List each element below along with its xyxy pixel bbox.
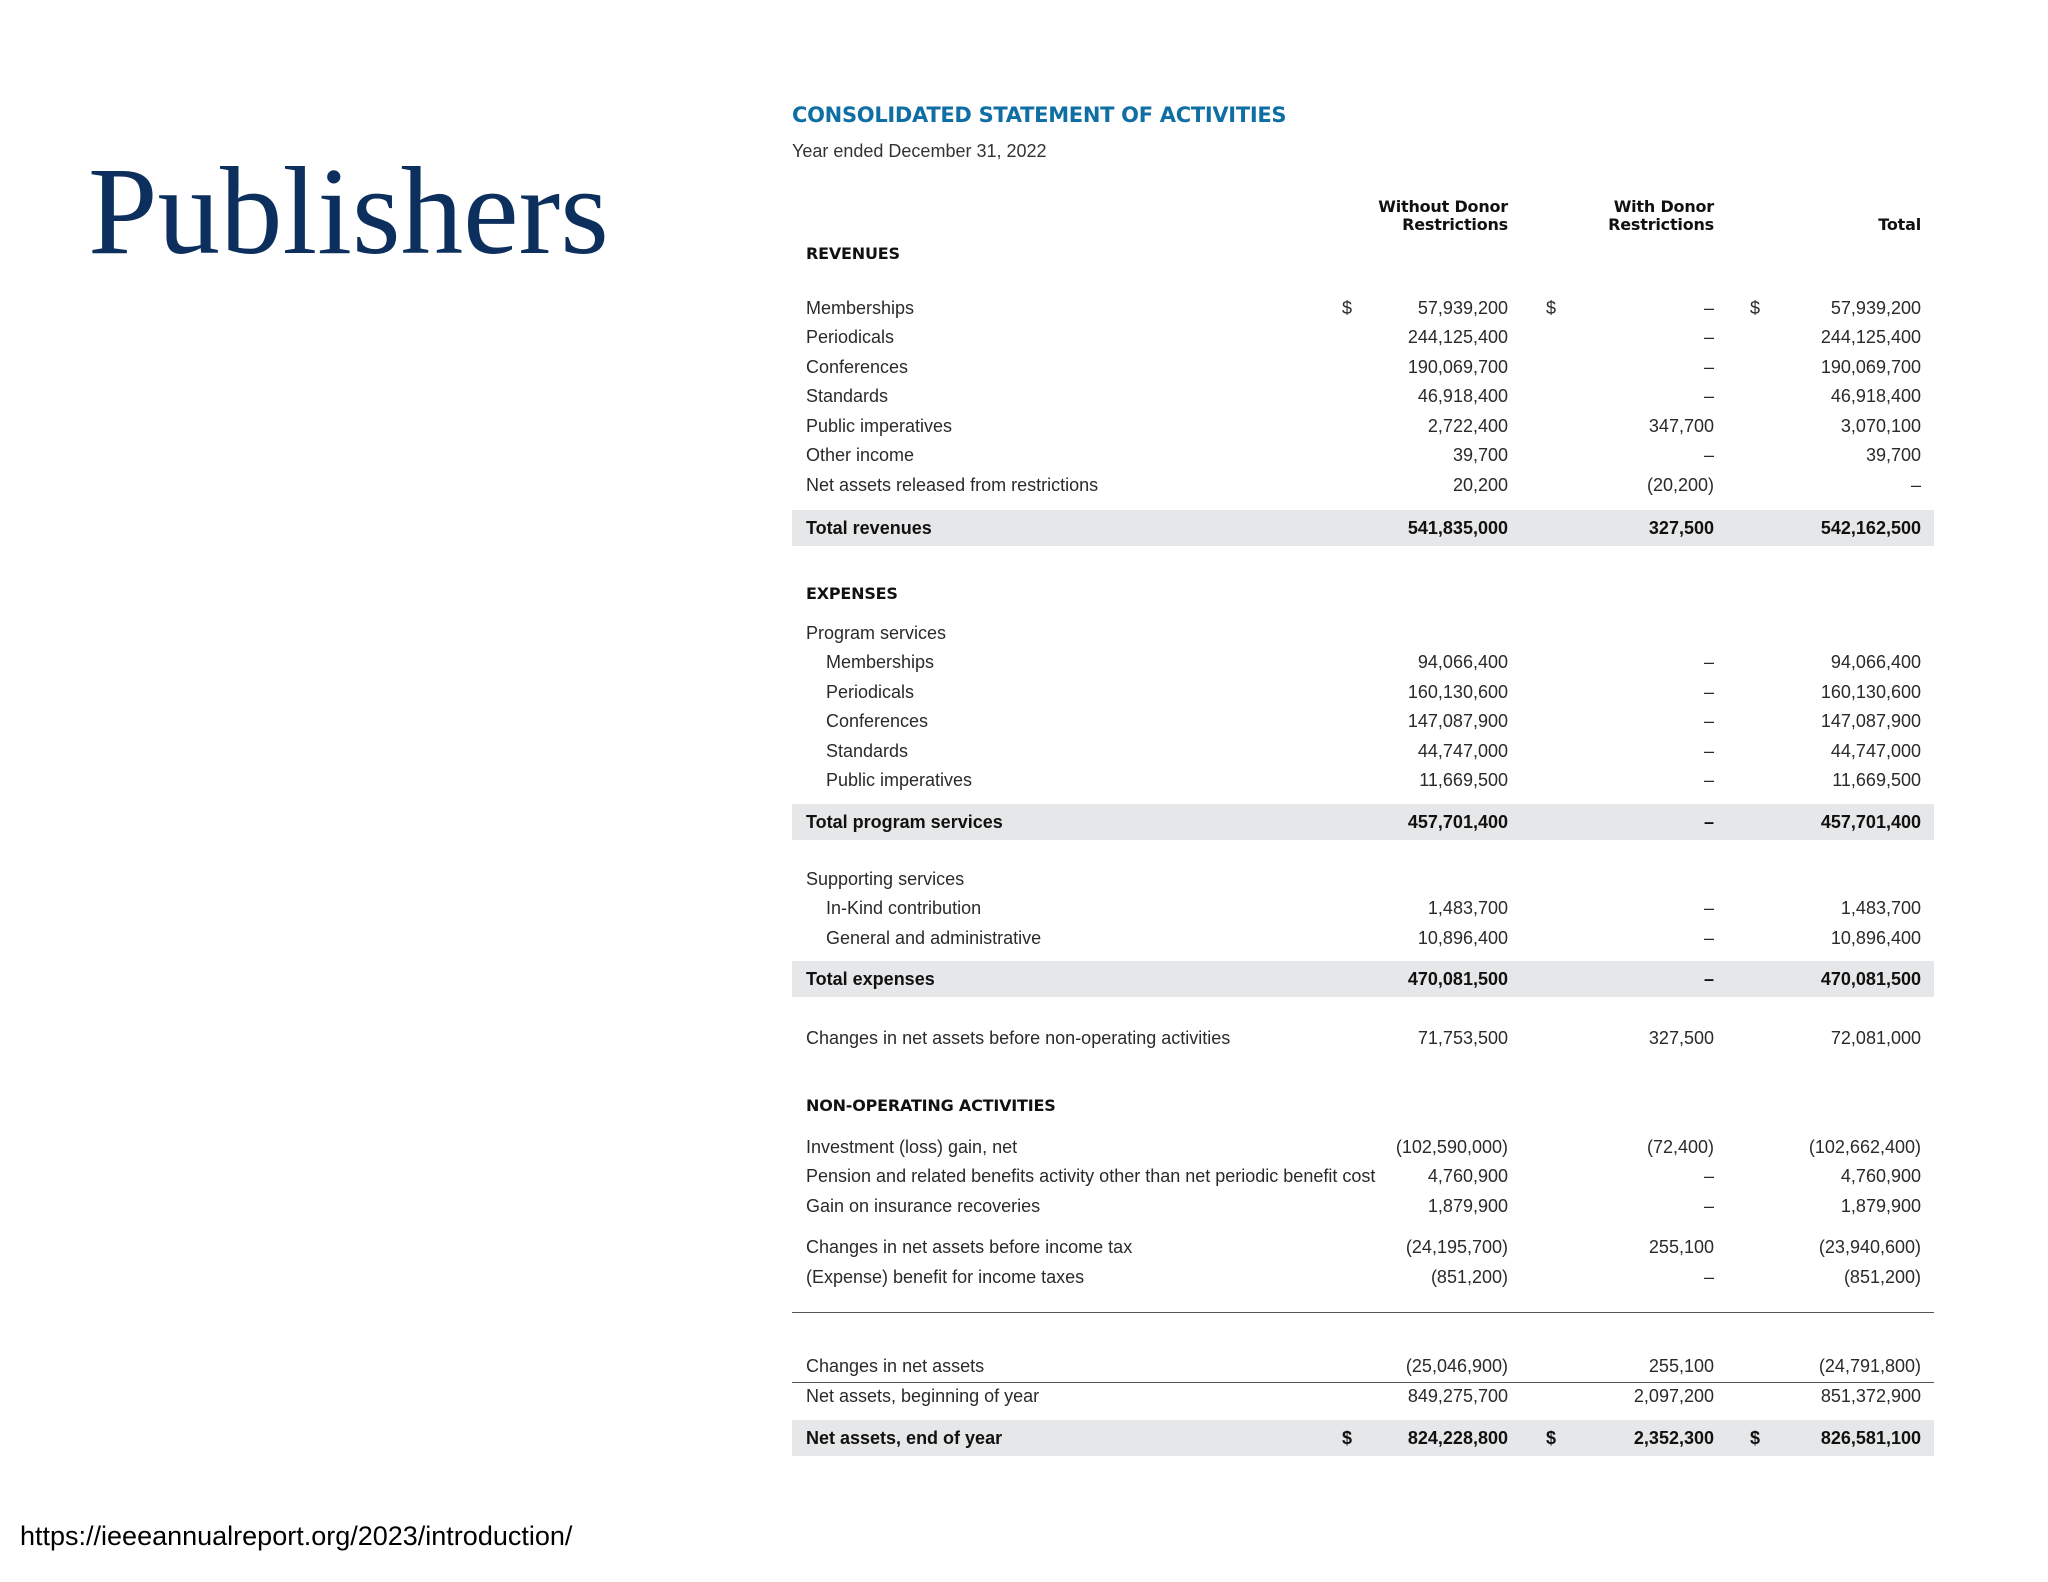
statement-subtitle: Year ended December 31, 2022 xyxy=(792,141,1047,161)
column-header-without-donor xyxy=(1378,198,1508,234)
table-row xyxy=(792,1132,1934,1162)
currency-symbol: $ xyxy=(1342,298,1353,318)
value-total: 57,939,200 xyxy=(1830,298,1921,318)
value-with-donor: – xyxy=(1703,969,1714,989)
row-label: Total expenses xyxy=(806,969,935,989)
value-total: 11,669,500 xyxy=(1832,770,1921,790)
total-row xyxy=(792,804,1934,840)
column-header-line: Restrictions xyxy=(1608,215,1714,234)
section-heading xyxy=(792,239,1934,269)
row-label: Public imperatives xyxy=(806,416,953,436)
value-total: 4,760,900 xyxy=(1840,1166,1921,1186)
table-row xyxy=(792,352,1934,382)
row-label: Pension and related benefits activity other than net periodic benefit cost xyxy=(806,1166,1376,1186)
value-total: 1,483,700 xyxy=(1840,898,1921,918)
table-row xyxy=(792,381,1934,411)
value-without-donor: 94,066,400 xyxy=(1417,652,1508,672)
row-label: Changes in net assets xyxy=(806,1356,985,1376)
table-row xyxy=(792,1232,1934,1262)
table-row xyxy=(792,293,1934,323)
row-label: NON-OPERATING ACTIVITIES xyxy=(806,1096,1056,1115)
row-label: Total program services xyxy=(806,812,1003,832)
table-row xyxy=(792,677,1934,707)
row-label: Memberships xyxy=(826,652,935,672)
row-label: REVENUES xyxy=(806,244,900,263)
value-total: 457,701,400 xyxy=(1820,812,1921,832)
value-without-donor: 10,896,400 xyxy=(1417,928,1508,948)
table-row xyxy=(792,864,1934,894)
currency-symbol: $ xyxy=(1546,1428,1557,1448)
value-without-donor: 4,760,900 xyxy=(1427,1166,1508,1186)
row-label: Gain on insurance recoveries xyxy=(806,1196,1041,1216)
section-heading xyxy=(792,1091,1934,1121)
table-row xyxy=(792,893,1934,923)
row-label: Memberships xyxy=(806,298,915,318)
value-without-donor: 11,669,500 xyxy=(1419,770,1508,790)
value-total: 470,081,500 xyxy=(1820,969,1921,989)
value-without-donor: (24,195,700) xyxy=(1405,1237,1508,1257)
value-with-donor: – xyxy=(1703,386,1714,406)
value-with-donor: – xyxy=(1703,898,1714,918)
value-total: (851,200) xyxy=(1843,1267,1921,1287)
table-row xyxy=(792,411,1934,441)
table-row xyxy=(792,1381,1934,1411)
column-header-total xyxy=(1878,216,1921,234)
row-label: Standards xyxy=(826,741,909,761)
value-without-donor: 147,087,900 xyxy=(1407,711,1508,731)
table-row xyxy=(792,736,1934,766)
currency-symbol: $ xyxy=(1342,1428,1353,1448)
statement-title: CONSOLIDATED STATEMENT OF ACTIVITIES xyxy=(792,103,1287,127)
value-without-donor: 1,879,900 xyxy=(1427,1196,1508,1216)
row-label: General and administrative xyxy=(826,928,1042,948)
row-label: Changes in net assets before income tax xyxy=(806,1237,1133,1257)
value-without-donor: (25,046,900) xyxy=(1405,1356,1508,1376)
value-with-donor: – xyxy=(1703,357,1714,377)
value-with-donor: – xyxy=(1703,741,1714,761)
table-row xyxy=(792,1161,1934,1191)
value-without-donor: 824,228,800 xyxy=(1407,1428,1508,1448)
table-row xyxy=(792,1351,1934,1381)
value-with-donor: – xyxy=(1703,298,1714,318)
row-label: Supporting services xyxy=(806,869,965,889)
divider-line xyxy=(792,1382,1934,1383)
value-with-donor: – xyxy=(1703,445,1714,465)
row-label: Changes in net assets before non-operating activities xyxy=(806,1028,1231,1048)
value-with-donor: 327,500 xyxy=(1648,1028,1714,1048)
value-total: 72,081,000 xyxy=(1830,1028,1921,1048)
table-row xyxy=(792,1191,1934,1221)
row-label: Public imperatives xyxy=(826,770,973,790)
value-total: 851,372,900 xyxy=(1820,1386,1921,1406)
value-total: 39,700 xyxy=(1865,445,1921,465)
table-row xyxy=(792,440,1934,470)
value-total: 46,918,400 xyxy=(1830,386,1921,406)
value-with-donor: 347,700 xyxy=(1648,416,1714,436)
column-header-line: Total xyxy=(1878,215,1921,234)
value-total: (102,662,400) xyxy=(1808,1137,1921,1157)
currency-symbol: $ xyxy=(1750,298,1761,318)
section-heading xyxy=(792,579,1934,609)
value-with-donor: – xyxy=(1703,652,1714,672)
value-without-donor: (102,590,000) xyxy=(1395,1137,1508,1157)
value-without-donor: 244,125,400 xyxy=(1407,327,1508,347)
value-total: 3,070,100 xyxy=(1840,416,1921,436)
value-total: 244,125,400 xyxy=(1820,327,1921,347)
value-total: 826,581,100 xyxy=(1820,1428,1921,1448)
table-row xyxy=(792,923,1934,953)
value-with-donor: – xyxy=(1703,770,1714,790)
value-with-donor: – xyxy=(1703,1267,1714,1287)
column-header-line: Restrictions xyxy=(1402,215,1508,234)
value-total: (24,791,800) xyxy=(1818,1356,1921,1376)
value-total: – xyxy=(1910,475,1921,495)
row-label: In-Kind contribution xyxy=(826,898,982,918)
value-without-donor: 46,918,400 xyxy=(1417,386,1508,406)
row-label: Standards xyxy=(806,386,889,406)
table-row xyxy=(792,706,1934,736)
row-label: Conferences xyxy=(806,357,909,377)
value-with-donor: – xyxy=(1703,1196,1714,1216)
slide-title: Publishers xyxy=(88,143,609,281)
value-without-donor: 20,200 xyxy=(1452,475,1508,495)
value-total: 10,896,400 xyxy=(1830,928,1921,948)
row-label: EXPENSES xyxy=(806,584,898,603)
value-with-donor: – xyxy=(1703,928,1714,948)
table-row xyxy=(792,647,1934,677)
value-total: 190,069,700 xyxy=(1820,357,1921,377)
column-header-line: With Donor xyxy=(1613,197,1714,216)
value-total: 160,130,600 xyxy=(1820,682,1921,702)
value-without-donor: 2,722,400 xyxy=(1427,416,1508,436)
value-without-donor: 71,753,500 xyxy=(1417,1028,1508,1048)
total-row xyxy=(792,961,1934,997)
total-row xyxy=(792,1420,1934,1456)
value-without-donor: 470,081,500 xyxy=(1407,969,1508,989)
value-with-donor: (72,400) xyxy=(1646,1137,1714,1157)
value-without-donor: 39,700 xyxy=(1452,445,1508,465)
value-without-donor: 1,483,700 xyxy=(1427,898,1508,918)
row-label: Program services xyxy=(806,623,947,643)
row-label: Total revenues xyxy=(806,518,932,538)
value-without-donor: (851,200) xyxy=(1430,1267,1508,1287)
value-total: 44,747,000 xyxy=(1830,741,1921,761)
row-label: Net assets, beginning of year xyxy=(806,1386,1040,1406)
currency-symbol: $ xyxy=(1750,1428,1761,1448)
table-row xyxy=(792,470,1934,500)
value-with-donor: 2,352,300 xyxy=(1633,1428,1714,1448)
currency-symbol: $ xyxy=(1546,298,1557,318)
value-with-donor: 255,100 xyxy=(1648,1356,1714,1376)
table-row xyxy=(792,322,1934,352)
source-url: https://ieeeannualreport.org/2023/introduction/ xyxy=(20,1521,573,1551)
value-with-donor: (20,200) xyxy=(1646,475,1714,495)
value-with-donor: 255,100 xyxy=(1648,1237,1714,1257)
value-total: 147,087,900 xyxy=(1820,711,1921,731)
row-label: (Expense) benefit for income taxes xyxy=(806,1267,1085,1287)
value-with-donor: – xyxy=(1703,682,1714,702)
table-row xyxy=(792,1023,1934,1053)
value-without-donor: 457,701,400 xyxy=(1407,812,1508,832)
value-with-donor: – xyxy=(1703,711,1714,731)
table-row xyxy=(792,618,1934,648)
value-without-donor: 160,130,600 xyxy=(1407,682,1508,702)
value-total: 542,162,500 xyxy=(1820,518,1921,538)
value-total: (23,940,600) xyxy=(1818,1237,1921,1257)
value-total: 1,879,900 xyxy=(1840,1196,1921,1216)
value-with-donor: 2,097,200 xyxy=(1633,1386,1714,1406)
value-with-donor: – xyxy=(1703,812,1714,832)
divider-line xyxy=(792,1312,1934,1313)
table-row xyxy=(792,1262,1934,1292)
value-without-donor: 44,747,000 xyxy=(1417,741,1508,761)
column-header-line: Without Donor xyxy=(1378,197,1508,216)
row-label: Net assets, end of year xyxy=(806,1428,1003,1448)
value-without-donor: 57,939,200 xyxy=(1417,298,1508,318)
total-row xyxy=(792,510,1934,546)
row-label: Conferences xyxy=(826,711,929,731)
value-with-donor: 327,500 xyxy=(1648,518,1714,538)
column-header-with-donor xyxy=(1608,198,1714,234)
row-label: Periodicals xyxy=(826,682,915,702)
row-label: Other income xyxy=(806,445,915,465)
value-without-donor: 190,069,700 xyxy=(1407,357,1508,377)
row-label: Investment (loss) gain, net xyxy=(806,1137,1018,1157)
row-label: Net assets released from restrictions xyxy=(806,475,1099,495)
value-total: 94,066,400 xyxy=(1830,652,1921,672)
value-without-donor: 541,835,000 xyxy=(1407,518,1508,538)
table-row xyxy=(792,765,1934,795)
value-with-donor: – xyxy=(1703,327,1714,347)
value-with-donor: – xyxy=(1703,1166,1714,1186)
row-label: Periodicals xyxy=(806,327,895,347)
value-without-donor: 849,275,700 xyxy=(1407,1386,1508,1406)
